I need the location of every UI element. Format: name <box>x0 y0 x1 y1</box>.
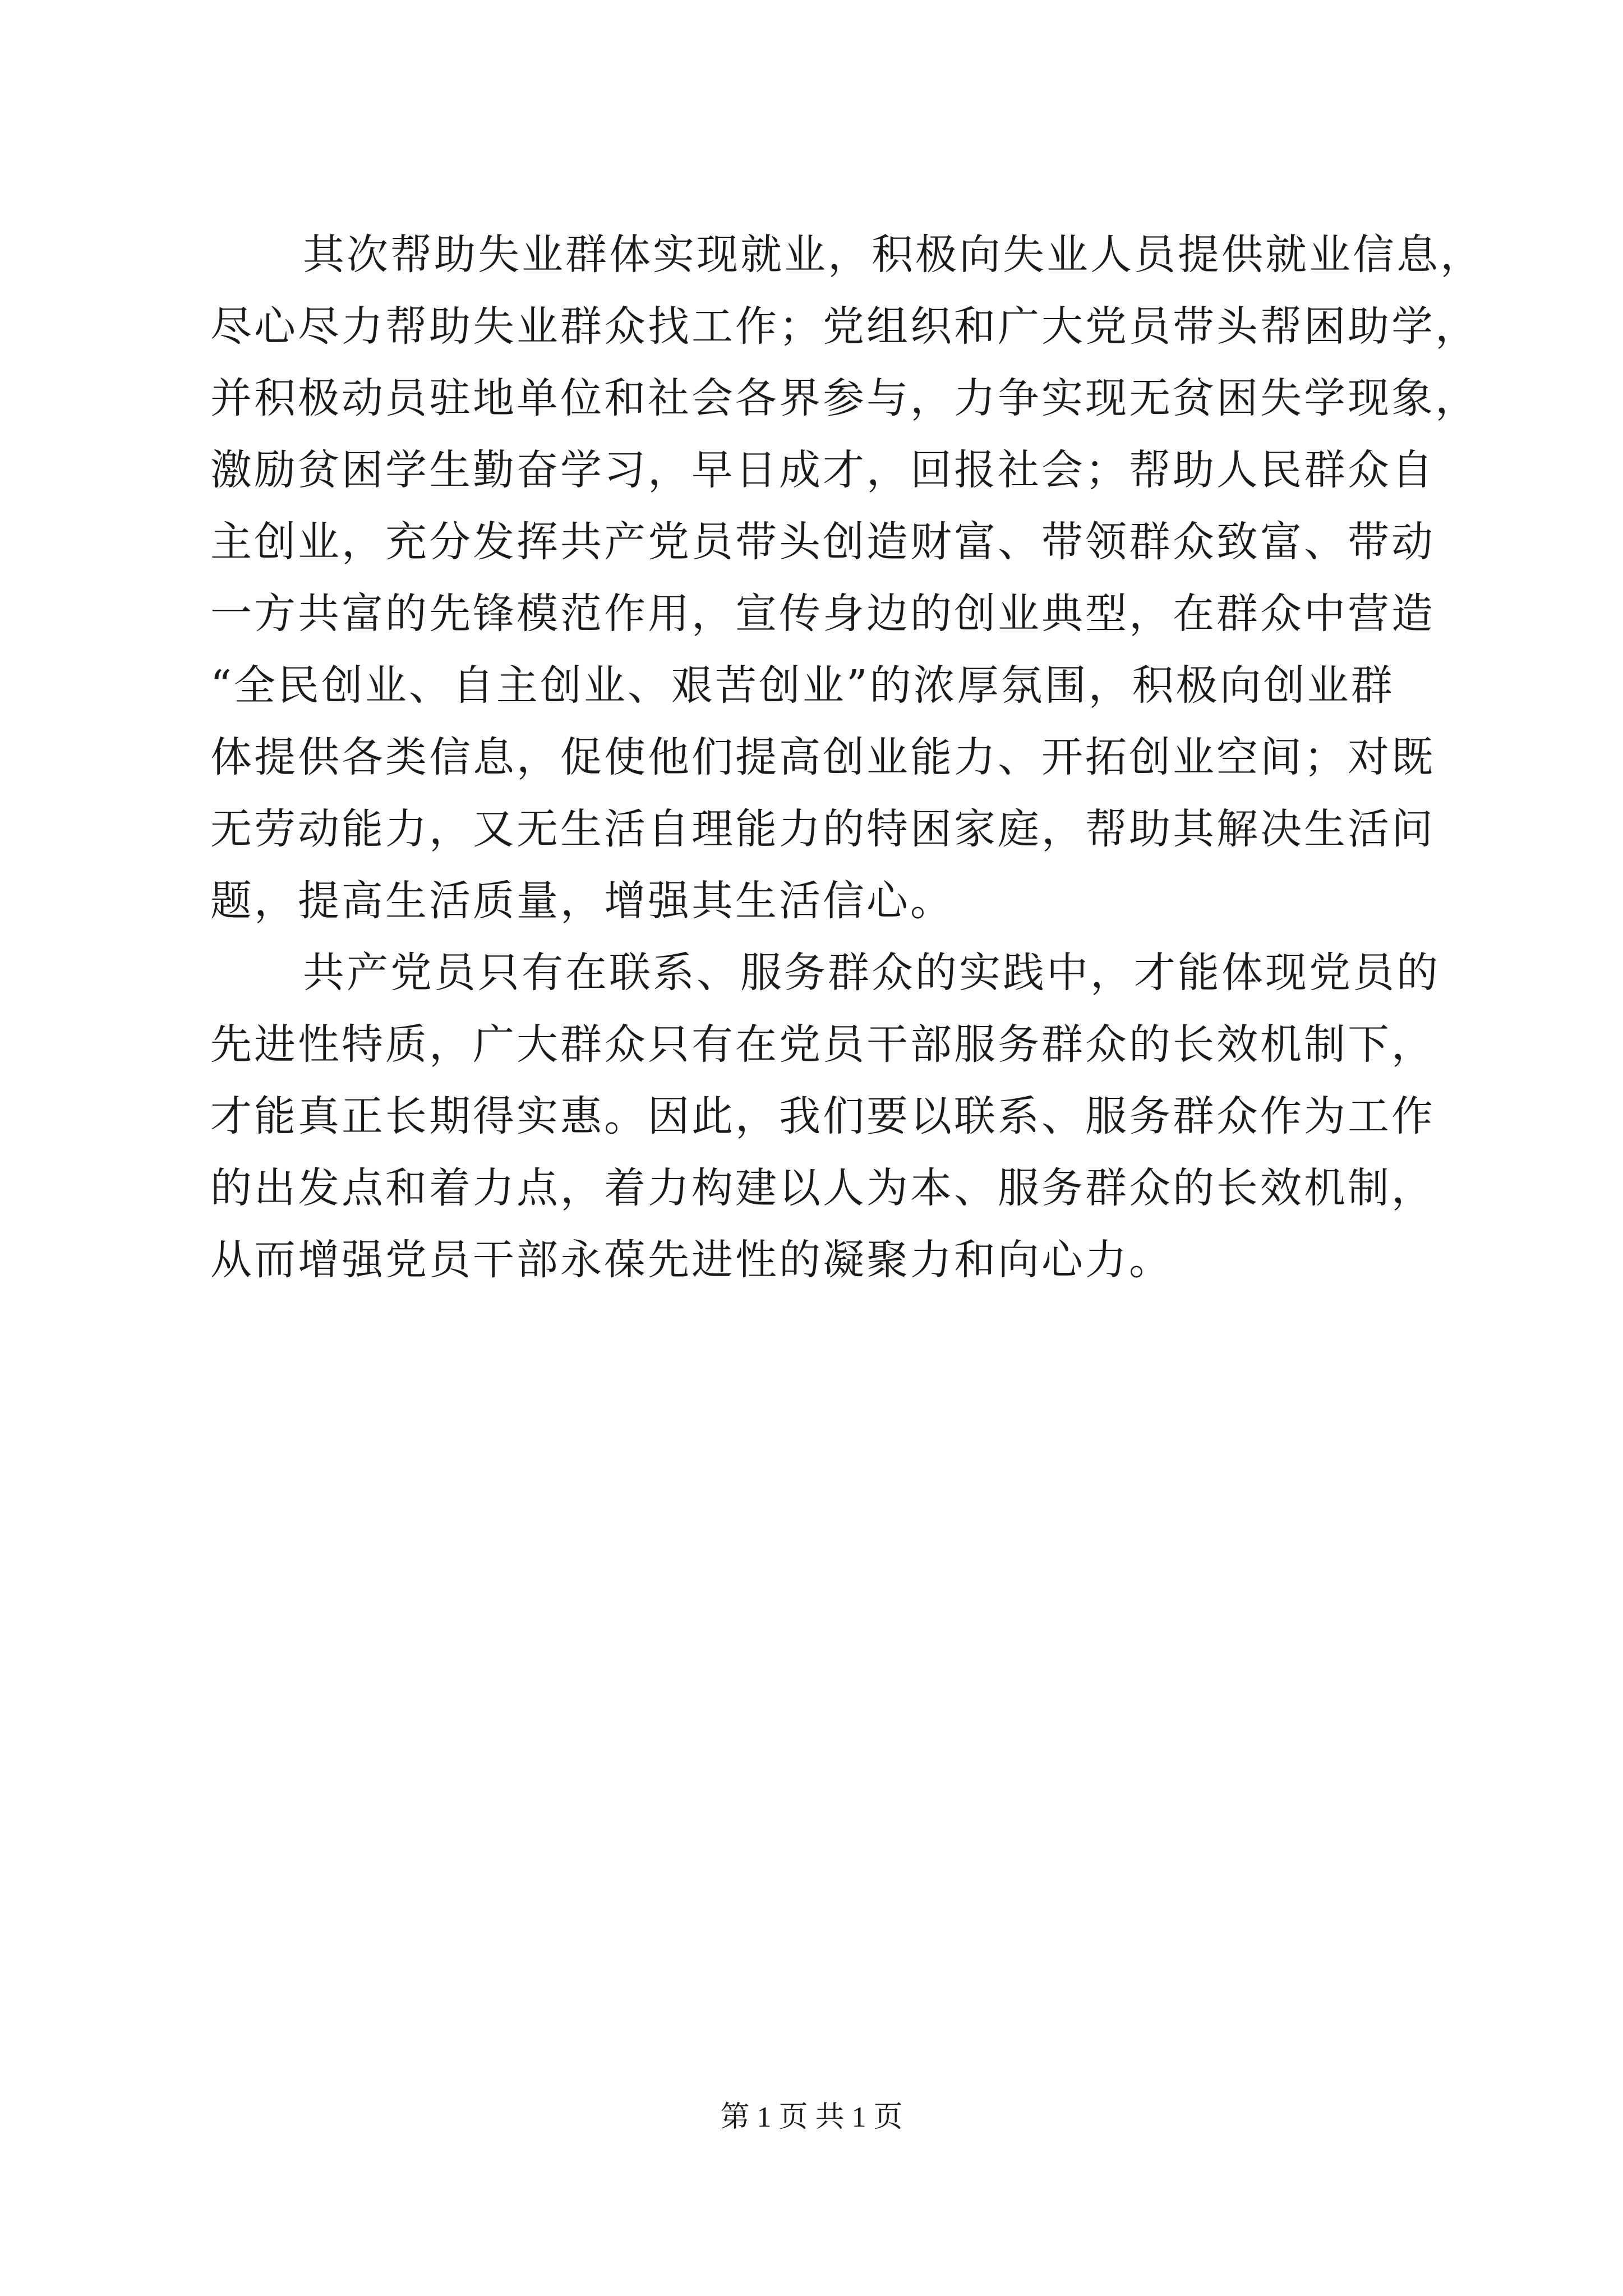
text-line: 的出发点和着力点，着力构建以人为本、服务群众的长效机制， <box>210 1164 1435 1212</box>
text-line: 其次帮助失业群体实现就业，积极向失业人员提供就业信息， <box>303 231 1484 279</box>
text-line: 并积极动员驻地单位和社会各界参与，力争实现无贫困失学现象， <box>210 374 1479 422</box>
text-line: 尽心尽力帮助失业群众找工作；党组织和广大党员带头帮困助学， <box>210 302 1479 351</box>
paragraph-1 <box>210 219 1500 937</box>
text-line: 激励贫困学生勤奋学习，早日成才，回报社会；帮助人民群众自 <box>210 446 1435 494</box>
text-line: “全民创业、自主创业、艰苦创业”的浓厚氛围，积极向创业群 <box>210 661 1395 710</box>
text-line: 才能真正长期得实惠。因此，我们要以联系、服务群众作为工作 <box>210 1092 1435 1140</box>
text-line: 从而增强党员干部永葆先进性的凝聚力和向心力。 <box>210 1236 1173 1284</box>
paragraph-2 <box>210 937 1500 1296</box>
document-body <box>210 219 1500 1296</box>
text-line: 共产党员只有在联系、服务群众的实践中，才能体现党员的 <box>303 949 1440 997</box>
page-footer: 第 1 页 共 1 页 <box>720 2101 903 2133</box>
text-line: 无劳动能力，又无生活自理能力的特困家庭，帮助其解决生活问 <box>210 805 1435 853</box>
text-line: 题，提高生活质量，增强其生活信心。 <box>210 877 954 925</box>
text-line: 体提供各类信息，促使他们提高创业能力、开拓创业空间；对既 <box>210 733 1435 781</box>
text-line: 主创业，充分发挥共产党员带头创造财富、带领群众致富、带动 <box>210 518 1435 566</box>
text-line: 一方共富的先锋模范作用，宣传身边的创业典型，在群众中营造 <box>210 590 1435 638</box>
text-line: 先进性特质，广大群众只有在党员干部服务群众的长效机制下， <box>210 1020 1435 1069</box>
